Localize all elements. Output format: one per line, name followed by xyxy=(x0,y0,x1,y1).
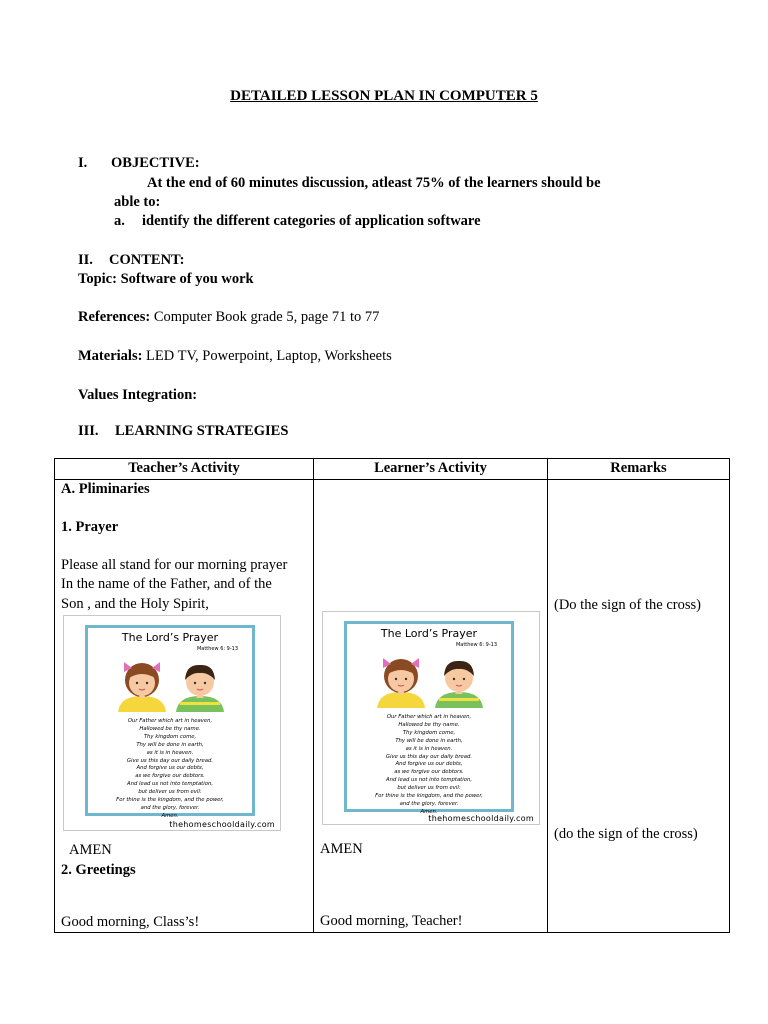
content-number: II. xyxy=(78,252,93,268)
poster-reference: Matthew 6: 9-13 xyxy=(455,642,497,648)
strategies-heading xyxy=(78,423,288,440)
teacher-greeting: Good morning, Class’s! xyxy=(61,914,200,930)
document-title: DETAILED LESSON PLAN IN COMPUTER 5 xyxy=(230,88,538,104)
prayer-line-2: In the name of the Father, and of the xyxy=(61,576,272,592)
lords-prayer-poster-teacher xyxy=(63,615,281,831)
content-heading xyxy=(78,252,184,269)
objective-item xyxy=(114,213,481,230)
poster-title: The Lord’s Prayer xyxy=(121,631,219,644)
references-value: Computer Book grade 5, page 71 to 77 xyxy=(153,309,380,325)
verse-line: Thy will be done in earth, xyxy=(136,741,204,748)
verse-line: Hallowed be thy name. xyxy=(398,721,460,728)
learner-amen: AMEN xyxy=(320,841,363,857)
verse-line: but deliver us from evil: xyxy=(397,785,461,792)
poster-site: thehomeschooldaily.com xyxy=(169,820,275,829)
verse-line: Our Father which art in heaven, xyxy=(127,718,213,724)
lords-prayer-poster-learner xyxy=(322,611,540,825)
verse-line: as we forgive our debtors. xyxy=(394,769,464,776)
objective-line-1: At the end of 60 minutes discussion, atleast 75% of the learners should be xyxy=(147,175,601,191)
objective-heading xyxy=(78,155,200,172)
header-teacher-activity: Teacher’s Activity xyxy=(55,459,314,480)
verse-line: Give us this day our daily bread. xyxy=(385,753,473,760)
prayer-line-1: Please all stand for our morning prayer xyxy=(61,557,288,573)
materials-label: Materials: xyxy=(78,348,143,364)
poster-site: thehomeschooldaily.com xyxy=(428,814,534,823)
learner-greeting: Good morning, Teacher! xyxy=(320,913,463,929)
verse-line: as it is in heaven. xyxy=(146,749,194,756)
objective-label: OBJECTIVE: xyxy=(111,155,200,171)
teacher-amen: AMEN xyxy=(69,842,112,858)
poster-frame xyxy=(344,621,514,815)
verse-line: And lead us not into temptation, xyxy=(126,781,214,788)
content-materials xyxy=(78,348,392,365)
verse-line: And lead us not into temptation, xyxy=(385,777,473,784)
learning-strategies-table xyxy=(54,458,730,933)
verse-line: Our Father which art in heaven, xyxy=(386,714,472,720)
learner-activity-cell xyxy=(314,480,548,933)
verse-line: but deliver us from evil: xyxy=(138,789,202,796)
praying-children-illustration xyxy=(367,648,491,712)
verse-line: Give us this day our daily bread. xyxy=(126,757,214,764)
verse-line: And forgive us our debts, xyxy=(136,765,204,772)
header-learner-activity: Learner’s Activity xyxy=(314,459,548,480)
poster-reference: Matthew 6: 9-13 xyxy=(196,646,238,652)
objective-number: I. xyxy=(78,155,88,171)
poster-title: The Lord’s Prayer xyxy=(380,627,478,640)
content-references xyxy=(78,309,379,326)
verse-line: Thy kingdom come, xyxy=(402,729,456,736)
verse-line: For thine is the kingdom, and the power, xyxy=(116,797,224,804)
content-topic: Topic: Software of you work xyxy=(78,271,254,287)
verse-line: For thine is the kingdom, and the power, xyxy=(375,793,483,800)
poster-frame xyxy=(85,625,255,819)
verse-line: And forgive us our debts, xyxy=(395,761,463,768)
materials-value: LED TV, Powerpoint, Laptop, Worksheets xyxy=(146,348,392,364)
verse-line: Amen. xyxy=(420,808,438,815)
references-label: References: xyxy=(78,309,151,325)
poster-verse xyxy=(347,714,511,817)
table-header-row xyxy=(55,459,730,480)
verse-line: Hallowed be thy name. xyxy=(139,725,201,732)
content-label: CONTENT: xyxy=(109,252,185,268)
verse-line: as we forgive our debtors. xyxy=(135,773,205,780)
verse-line: Thy kingdom come, xyxy=(143,733,197,740)
strategies-label: LEARNING STRATEGIES xyxy=(115,423,289,439)
section-preliminaries: A. Pliminaries xyxy=(61,481,150,497)
prayer-line-3: Son , and the Holy Spirit, xyxy=(61,596,209,612)
greetings-heading: 2. Greetings xyxy=(61,862,136,878)
poster-verse xyxy=(88,718,252,821)
strategies-number: III. xyxy=(78,423,99,439)
objective-line-2: able to: xyxy=(114,194,161,210)
verse-line: as it is in heaven. xyxy=(405,745,453,752)
objective-item-text: identify the different categories of application software xyxy=(142,213,481,229)
praying-children-illustration xyxy=(108,652,232,716)
verse-line: and the glory, forever. xyxy=(140,804,200,811)
verse-line: Amen. xyxy=(161,812,179,819)
verse-line: and the glory, forever. xyxy=(399,800,459,807)
header-remarks: Remarks xyxy=(548,459,730,480)
prayer-heading: 1. Prayer xyxy=(61,519,119,535)
remark-sign-of-cross-2: (do the sign of the cross) xyxy=(554,826,698,842)
teacher-activity-cell xyxy=(55,480,314,933)
values-integration-label: Values Integration: xyxy=(78,387,198,403)
objective-item-marker: a. xyxy=(114,213,125,229)
remarks-cell xyxy=(548,480,730,933)
verse-line: Thy will be done in earth, xyxy=(395,737,463,744)
table-row xyxy=(55,480,730,933)
remark-sign-of-cross-1: (Do the sign of the cross) xyxy=(554,597,701,613)
